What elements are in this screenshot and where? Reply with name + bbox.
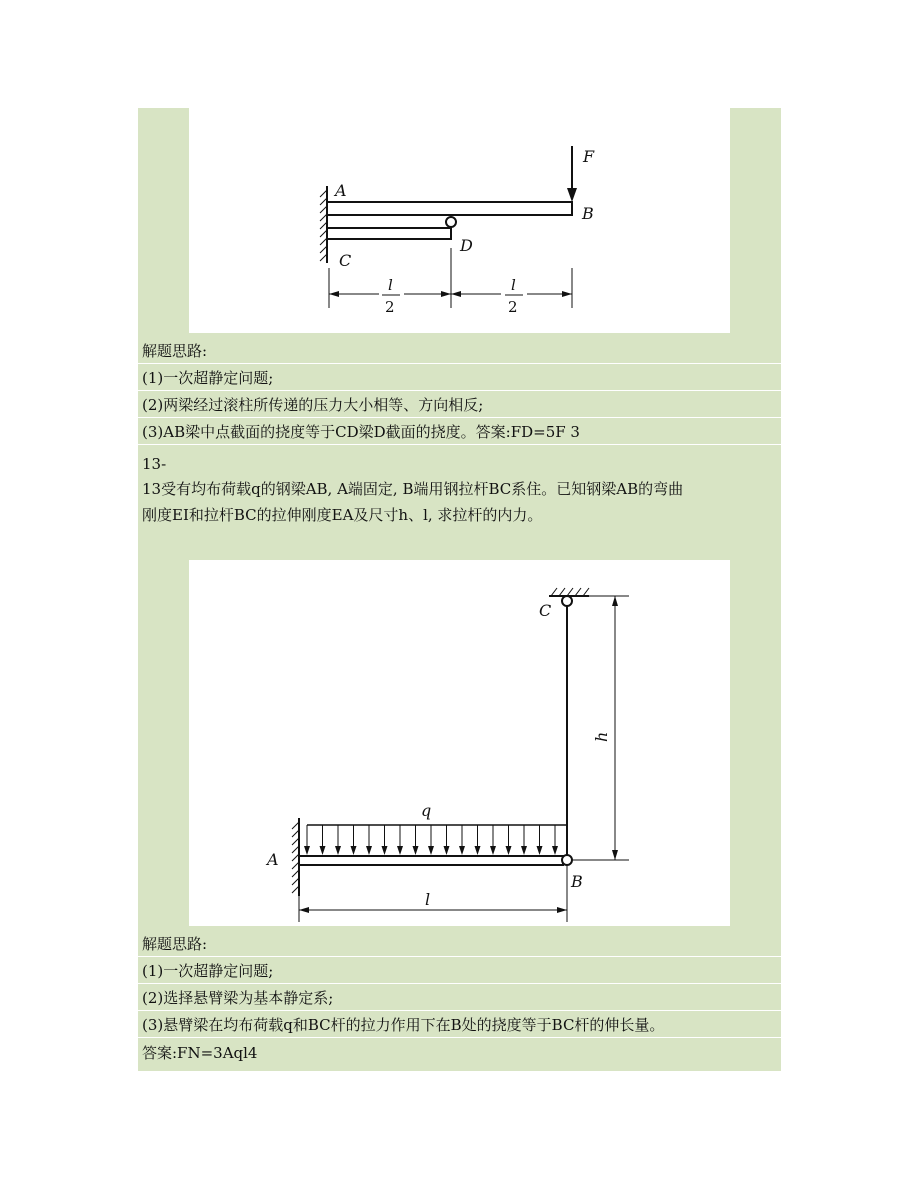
wall-hatching	[320, 190, 327, 261]
solution-2-step-3: (3)悬臂梁在均布荷载q和BC杆的拉力作用下在B处的挠度等于BC杆的伸长量。	[138, 1013, 781, 1038]
solution-1-step-1: (1)一次超静定问题;	[138, 366, 781, 391]
problem-13-statement-line-1: 13受有均布荷载q的钢梁AB, A端固定, B端用钢拉杆BC系住。已知钢梁AB的弯曲	[142, 480, 684, 498]
load-arrowhead	[366, 846, 372, 855]
load-arrowhead	[475, 846, 481, 855]
load-arrowhead	[335, 846, 341, 855]
solution-heading-1: 解题思路:	[138, 339, 781, 364]
load-arrowhead	[506, 846, 512, 855]
label-h: h	[592, 731, 611, 742]
label-d: D	[460, 236, 473, 255]
label-b: B	[571, 872, 583, 891]
solution-2-answer: 答案:FN=3Aql4	[142, 1044, 258, 1062]
load-arrowhead	[490, 846, 496, 855]
solution-heading-2: 解题思路:	[138, 932, 781, 957]
label-l: l	[425, 890, 431, 909]
figure-2	[189, 560, 730, 926]
dim-left-denominator: 2	[385, 298, 395, 316]
l-dimension	[299, 866, 567, 922]
load-arrowhead	[428, 846, 434, 855]
dim-left-numerator: l	[388, 276, 393, 294]
solution-1-step-3: (3)AB梁中点截面的挠度等于CD梁D截面的挠度。答案:FD=5F 3	[138, 420, 781, 445]
figure-1-diagram	[189, 108, 730, 333]
label-a: A	[267, 850, 279, 869]
solution-2-step-1: (1)一次超静定问题;	[138, 959, 781, 984]
load-arrowhead	[413, 846, 419, 855]
beam-cd	[327, 228, 451, 239]
figure-2-diagram	[189, 560, 730, 926]
ceiling-hatching	[551, 588, 589, 596]
h-arrow-bottom	[612, 850, 618, 860]
load-arrowhead	[552, 846, 558, 855]
beam-ab	[327, 202, 572, 215]
load-arrowhead	[382, 846, 388, 855]
h-arrow-top	[612, 596, 618, 606]
load-arrowhead	[397, 846, 403, 855]
load-arrowhead	[444, 846, 450, 855]
label-c: C	[539, 601, 552, 620]
l-arrow-right	[557, 907, 567, 913]
solution-1-step-2: (2)两梁经过滚柱所传递的压力大小相等、方向相反;	[138, 393, 781, 418]
wall-hatching	[292, 822, 299, 893]
roller	[446, 217, 456, 227]
label-q: q	[421, 801, 432, 820]
solution-2-step-2: (2)选择悬臂梁为基本静定系;	[138, 986, 781, 1011]
h-dimension	[573, 596, 629, 860]
dim-right-denominator: 2	[508, 298, 518, 316]
load-arrowhead	[351, 846, 357, 855]
figure-1	[189, 108, 730, 333]
load-arrowhead	[304, 846, 310, 855]
problem-13-number: 13-	[142, 455, 167, 473]
label-b: B	[582, 204, 594, 223]
l-arrow-left	[299, 907, 309, 913]
beam-ab	[299, 856, 563, 865]
load-arrowhead	[459, 846, 465, 855]
dim-right-numerator: l	[511, 276, 516, 294]
pin-c	[562, 596, 572, 606]
load-arrowhead	[521, 846, 527, 855]
label-f: F	[583, 147, 595, 166]
problem-13-statement-line-2: 刚度EI和拉杆BC的拉伸刚度EA及尺寸h、l, 求拉杆的内力。	[142, 506, 543, 524]
dimension-lines	[329, 248, 572, 308]
label-c: C	[339, 251, 352, 270]
label-a: A	[335, 181, 347, 200]
load-arrowhead	[320, 846, 326, 855]
force-arrowhead	[567, 188, 577, 202]
load-arrowhead	[537, 846, 543, 855]
pin-b	[562, 855, 572, 865]
distributed-load-arrows	[304, 825, 558, 855]
